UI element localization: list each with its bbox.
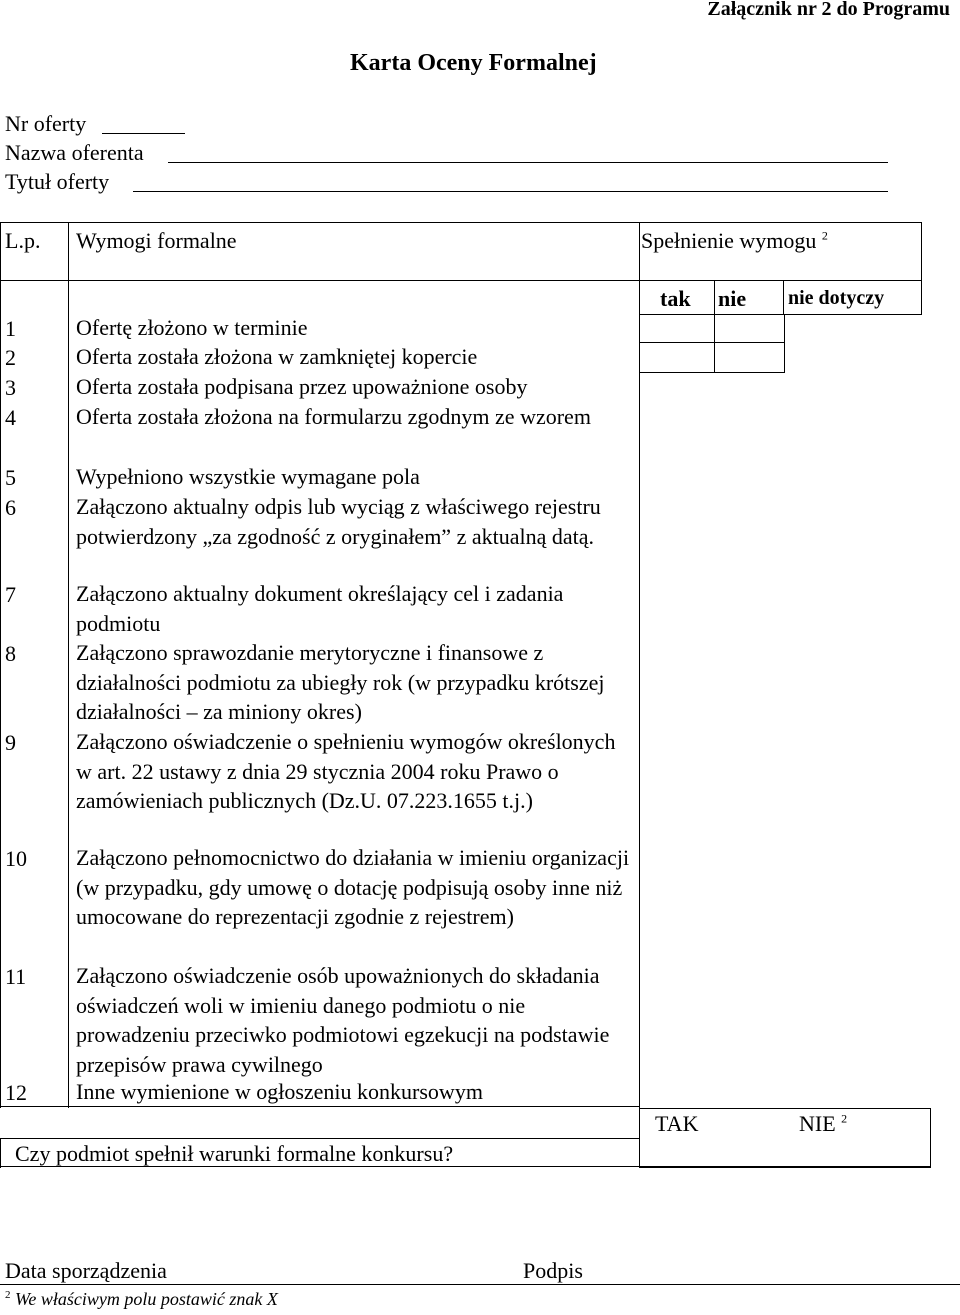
cell-yes-2[interactable] (639, 342, 716, 373)
row-number: 8 (5, 641, 16, 666)
row-number: 2 (5, 345, 16, 370)
row-number: 1 (5, 316, 16, 341)
row-requirement: Wypełniono wszystkie wymagane pola (76, 464, 420, 489)
row-number: 6 (5, 495, 16, 520)
row-requirement: Załączono pełnomocnictwo do działania w imieniu organizacji (w przypadku, gdy umowę o dotację podpisują osoby inne niż umocowane do reprezentacji zgodnie z rejestrem) (76, 845, 630, 929)
row-number: 3 (5, 375, 16, 400)
row-number: 5 (5, 465, 16, 490)
row-requirement: Inne wymienione w ogłoszeniu konkursowym (76, 1079, 483, 1104)
sub-header-na: nie dotyczy (788, 287, 885, 309)
annex-label: Załącznik nr 2 do Programu (707, 0, 950, 20)
cell-no-1[interactable] (714, 314, 785, 344)
row-number: 10 (5, 846, 27, 871)
footnote-number: 2 (5, 1289, 11, 1301)
row-number: 9 (5, 730, 16, 755)
col-lp-header: L.p. (5, 228, 41, 253)
page-title: Karta Oceny Formalnej (350, 50, 597, 76)
summary-question: Czy podmiot spełnił warunki formalne konkursu? (15, 1141, 454, 1166)
applicant-name-label: Nazwa oferenta (5, 140, 144, 165)
offer-number-field[interactable] (102, 133, 185, 134)
row-requirement: Ofertę złożono w terminie (76, 315, 308, 340)
row-requirement: Załączono sprawozdanie merytoryczne i finansowe z działalności podmiotu za ubiegły rok (w przypadku krótszej działalności – za miniony okres) (76, 640, 605, 724)
row-requirement: Załączono oświadczenie o spełnieniu wymogów określonych w art. 22 ustawy z dnia 29 stycznia 2004 roku Prawo o zamówieniach publicznych (Dz.U. 07.223.1655 t.j.) (76, 729, 616, 813)
footnote-ref: 2 (821, 228, 828, 243)
sub-header-yes: tak (660, 286, 691, 311)
footnote-ref: 2 (841, 1111, 848, 1126)
signature-label: Podpis (523, 1258, 583, 1283)
row-requirement: Oferta została złożona na formularzu zgodnym ze wzorem (76, 404, 591, 429)
offer-number-label: Nr oferty (5, 111, 87, 136)
row-requirement: Załączono aktualny odpis lub wyciąg z właściwego rejestru potwierdzony „za zgodność z oryginałem” z aktualną datą. (76, 494, 601, 549)
row-number: 4 (5, 405, 16, 430)
row-number: 7 (5, 582, 16, 607)
col-requirements-header: Wymogi formalne (76, 228, 237, 253)
row-requirement: Oferta została podpisana przez upoważnione osoby (76, 374, 528, 399)
date-label: Data sporządzenia (5, 1258, 167, 1283)
row-requirement: Załączono aktualny dokument określający cel i zadania podmiotu (76, 581, 564, 636)
cell-no-2[interactable] (714, 342, 785, 373)
offer-title-label: Tytuł oferty (5, 169, 110, 194)
applicant-name-field[interactable] (168, 162, 888, 163)
footnote-text: We właściwym polu postawić znak X (15, 1289, 278, 1309)
row-requirement: Załączono oświadczenie osób upoważnionych do składania oświadczeń woli w imieniu danego podmiotu o nie prowadzeniu przeciwko podmiotowi egzekucji na podstawie przepisów prawa cywilnego (76, 963, 610, 1077)
summary-yes-option[interactable]: TAK (655, 1111, 699, 1136)
row-number: 12 (5, 1080, 27, 1105)
row-requirement: Oferta została złożona w zamkniętej kopercie (76, 344, 478, 369)
footnote (5, 1289, 278, 1310)
summary-no-option[interactable]: NIE $^2$ (799, 1111, 848, 1136)
cell-yes-1[interactable] (639, 314, 716, 344)
sub-header-no: nie (718, 286, 747, 311)
row-number: 11 (5, 964, 27, 989)
col-fulfillment-header: Spełnienie wymogu $^2$ (641, 228, 828, 253)
offer-title-field[interactable] (133, 191, 888, 192)
